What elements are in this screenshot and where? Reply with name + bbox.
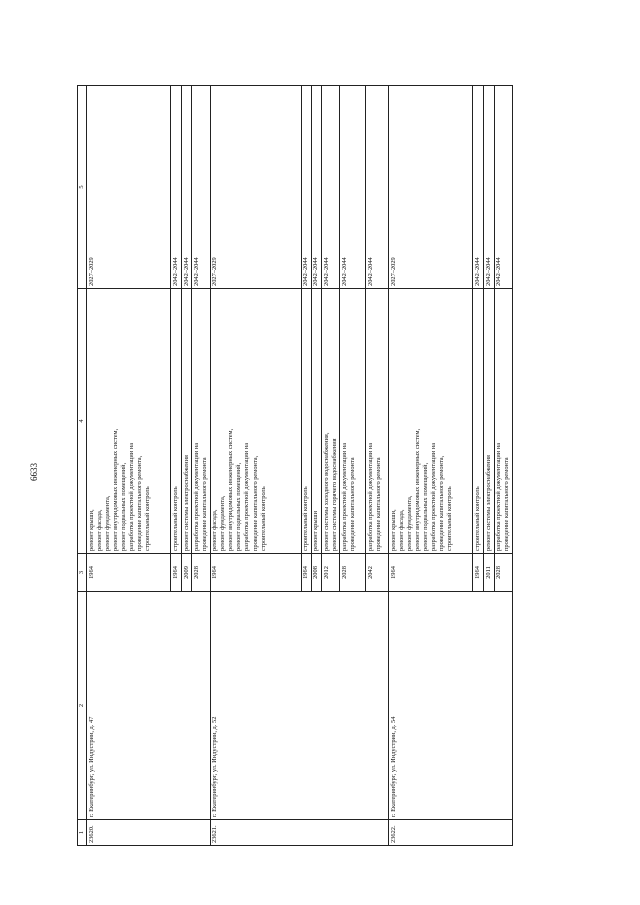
work-item: ремонт фасада,: [211, 509, 219, 551]
row-works: [322, 289, 340, 554]
work-item: строительный контроль: [302, 486, 310, 551]
row-works: [311, 289, 321, 554]
work-item: ремонт фасада,: [398, 509, 406, 551]
row-period: 2027–2029: [389, 86, 473, 289]
work-item: строительный контроль: [171, 486, 179, 551]
entry-number: 23620.: [87, 820, 211, 846]
row-year: 2009: [182, 554, 192, 592]
work-item: ремонт фасада,: [95, 509, 103, 551]
work-item: разработка проектной документации на: [341, 442, 349, 551]
work-item: ремонт внутридомовых инженерных систем,: [227, 428, 235, 551]
work-item: строительный контроль: [259, 486, 267, 551]
row-works: [87, 289, 171, 554]
row-year: 1964: [389, 554, 473, 592]
row-period: 2042–2044: [322, 86, 340, 289]
row-works: [494, 289, 512, 554]
entry-address: г. Екатеринбург, ул. Индустрии, д. 47: [87, 592, 211, 820]
row-period: 2042–2044: [366, 86, 389, 289]
work-item: разработка проектной документации на: [243, 442, 251, 551]
rotated-table-container: [77, 86, 594, 846]
row-works: [389, 289, 473, 554]
work-item: ремонт фундамента,: [103, 495, 111, 551]
work-item: строительный контроль: [144, 486, 152, 551]
row-year: 2012: [322, 554, 340, 592]
work-item: проведение капитального ремонта,: [251, 455, 259, 551]
row-period: 2042–2044: [171, 86, 182, 289]
header-cell-4: 4: [78, 289, 87, 554]
work-item: ремонт системы электроснабжения: [182, 455, 190, 551]
row-works: [182, 289, 192, 554]
work-item: строительный контроль: [474, 486, 482, 551]
work-item: разработка проектной документации на: [192, 442, 200, 551]
work-item: ремонт системы холодного водоснабжения,: [322, 432, 330, 551]
row-works: [301, 289, 311, 554]
row-works: [473, 289, 484, 554]
row-period: 2042–2044: [311, 86, 321, 289]
row-period: 2027–2029: [210, 86, 301, 289]
header-cell-3: 3: [78, 554, 87, 592]
page-number: 6633: [29, 463, 39, 481]
row-works: [366, 289, 389, 554]
row-period: 2042–2044: [192, 86, 210, 289]
row-period: 2042–2044: [494, 86, 512, 289]
table-row: [389, 86, 473, 846]
work-item: ремонт подвальных помещений,: [422, 462, 430, 551]
row-period: 2042–2044: [301, 86, 311, 289]
rotated-table-area: [77, 86, 594, 846]
entry-address: г. Екатеринбург, ул. Индустрии, д. 52: [210, 592, 389, 820]
repair-schedule-table: [77, 85, 513, 846]
row-year: 1964: [473, 554, 484, 592]
row-period: 2042–2044: [484, 86, 494, 289]
row-year: 1964: [87, 554, 171, 592]
row-year: 2028: [192, 554, 210, 592]
row-works: [340, 289, 366, 554]
row-year: 1964: [210, 554, 301, 592]
work-item: ремонт фундамента,: [406, 495, 414, 551]
work-item: разработка проектной документации на: [495, 442, 503, 551]
entry-address: г. Екатеринбург, ул. Индустрии, д. 54: [389, 592, 513, 820]
row-period: 2042–2044: [340, 86, 366, 289]
work-item: ремонт крыши,: [87, 509, 95, 551]
row-works: [210, 289, 301, 554]
work-item: ремонт крыши,: [390, 509, 398, 551]
work-item: ремонт подвальных помещений,: [235, 462, 243, 551]
work-item: ремонт системы электроснабжения: [485, 455, 493, 551]
header-cell-2: 2: [78, 592, 87, 820]
row-year: 2008: [311, 554, 321, 592]
work-item: ремонт системы горячего водоснабжения: [330, 438, 338, 551]
row-year: 1964: [171, 554, 182, 592]
row-year: 2011: [484, 554, 494, 592]
work-item: ремонт внутридомовых инженерных систем,: [414, 428, 422, 551]
work-item: ремонт фундамента,: [219, 495, 227, 551]
work-item: проведение капитального ремонта,: [438, 455, 446, 551]
entry-number: 23622.: [389, 820, 513, 846]
work-item: проведение капитального ремонта: [503, 457, 511, 551]
work-item: ремонт крыши: [312, 510, 320, 551]
row-works: [171, 289, 182, 554]
row-year: 2028: [494, 554, 512, 592]
work-item: проведение капитального ремонта: [375, 457, 383, 551]
row-period: 2042–2044: [182, 86, 192, 289]
table-row: [210, 86, 301, 846]
work-item: проведение капитального ремонта: [349, 457, 357, 551]
table-row: [87, 86, 171, 846]
header-cell-5: 5: [78, 86, 87, 289]
row-works: [192, 289, 210, 554]
work-item: разработка проектной документации на: [127, 442, 135, 551]
work-item: ремонт внутридомовых инженерных систем,: [111, 428, 119, 551]
row-period: 2027–2029: [87, 86, 171, 289]
row-year: 1964: [301, 554, 311, 592]
work-item: разработка проектной документации на: [367, 442, 375, 551]
header-cell-1: 1: [78, 820, 87, 846]
entry-number: 23621.: [210, 820, 389, 846]
header-row: [78, 86, 87, 846]
row-works: [484, 289, 494, 554]
work-item: проведение капитального ремонта,: [136, 455, 144, 551]
row-year: 2042: [366, 554, 389, 592]
work-item: разработка проектной документации на: [430, 442, 438, 551]
work-item: строительный контроль: [446, 486, 454, 551]
work-item: проведение капитального ремонта: [200, 457, 208, 551]
row-period: 2042–2044: [473, 86, 484, 289]
table-body: [87, 86, 513, 846]
row-year: 2028: [340, 554, 366, 592]
work-item: ремонт подвальных помещений,: [119, 462, 127, 551]
